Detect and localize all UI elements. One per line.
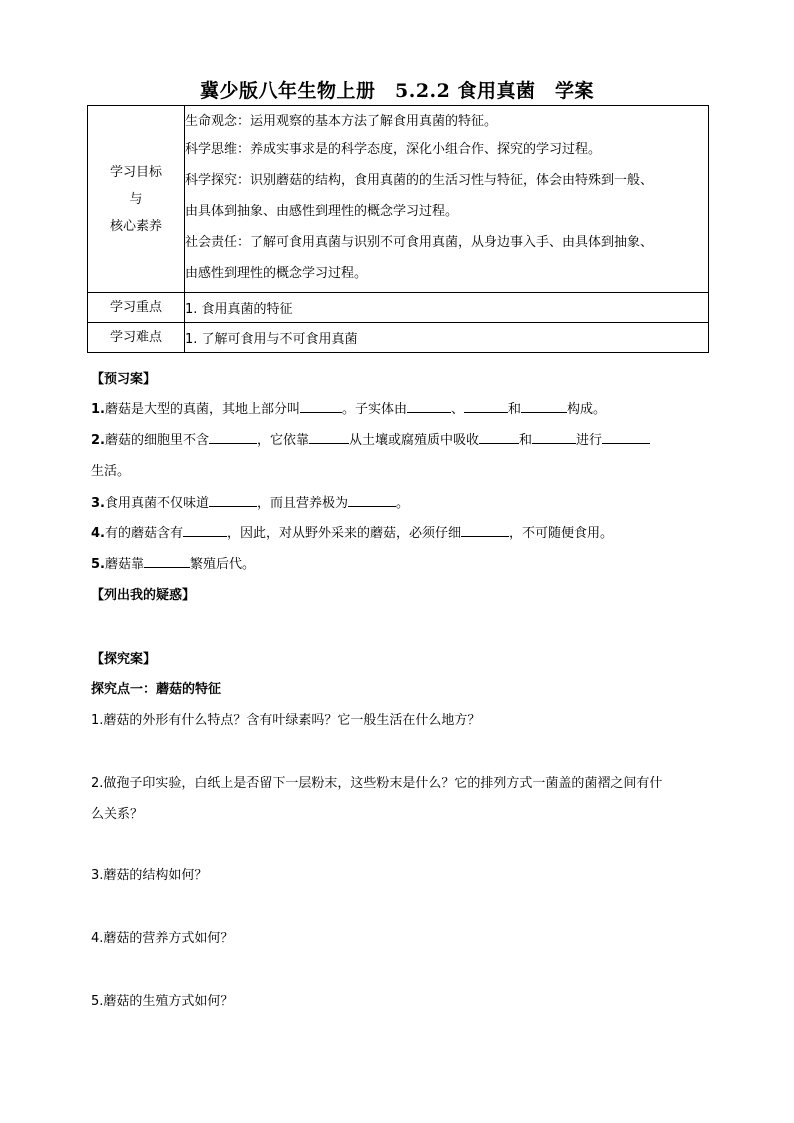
objective-item: 由感性到理性的概念学习过程。 (185, 265, 368, 281)
difficulty-value: 1. 了解可食用与不可食用真菌 (185, 323, 709, 353)
question-text: 和 (519, 433, 533, 448)
explore-question: 1.蘑菇的外形有什么特点？含有叶绿素吗？它一般生活在什么地方？ (91, 713, 481, 728)
answer-blank[interactable] (309, 431, 349, 444)
difficulty-label: 学习难点 (88, 323, 185, 353)
objective-item: 科学思维：养成实事求是的科学态度，深化小组合作、探究的学习过程。 (185, 141, 602, 157)
objectives-content-cell (185, 106, 709, 293)
key-point-value: 1. 食用真菌的特征 (185, 293, 709, 323)
answer-blank[interactable] (521, 400, 567, 413)
objectives-label-line: 核心素养 (109, 218, 162, 234)
question-text: 、 (451, 402, 465, 417)
question-text: 构成。 (567, 402, 607, 417)
answer-blank[interactable] (144, 555, 190, 568)
explore-question: 4.蘑菇的营养方式如何？ (91, 931, 234, 946)
answer-blank[interactable] (461, 524, 509, 537)
objectives-label-line: 与 (129, 191, 143, 207)
explore-question: 2.做孢子印实验，白纸上是否留下一层粉末，这些粉末是什么？它的排列方式一菌盖的菌褶之间有什 (91, 776, 663, 791)
preview-question-2-continued: 生活。 (91, 464, 131, 479)
answer-blank[interactable] (300, 400, 342, 413)
question-text: ，因此，对从野外采来的蘑菇，必须仔细 (227, 526, 462, 541)
preview-question-2 (91, 429, 650, 448)
question-number: 3. (91, 496, 105, 511)
question-text: ，不可随便食用。 (509, 526, 614, 541)
explore-point-title: 探究点一：蘑菇的特征 (91, 682, 222, 697)
question-text: 食用真菌不仅味道 (104, 496, 209, 511)
question-text: 繁殖后代。 (190, 557, 256, 572)
question-text: 进行 (576, 433, 603, 448)
doubts-heading: 【列出我的疑惑】 (91, 588, 196, 603)
difficulty-row (88, 323, 709, 353)
preview-question-4 (91, 522, 613, 541)
question-text: 有的蘑菇含有 (104, 526, 183, 541)
preview-question-5 (91, 553, 255, 572)
question-text: 蘑菇靠 (104, 557, 144, 572)
key-point-label: 学习重点 (88, 293, 185, 323)
key-point-row (88, 293, 709, 323)
question-number: 4. (91, 526, 105, 541)
explore-question: 3.蘑菇的结构如何？ (91, 868, 208, 883)
question-text: ，而且营养极为 (257, 496, 349, 511)
preview-question-3 (91, 492, 409, 511)
question-text: 和 (508, 402, 522, 417)
explore-question: 5.蘑菇的生殖方式如何？ (91, 994, 234, 1009)
objectives-table (87, 105, 709, 353)
objectives-row (88, 106, 709, 293)
question-text: 。 (396, 496, 410, 511)
question-text: 。子实体由 (342, 402, 408, 417)
objectives-label-line: 学习目标 (109, 164, 162, 180)
answer-blank[interactable] (532, 431, 576, 444)
question-text: ，它依靠 (257, 433, 310, 448)
answer-blank[interactable] (183, 524, 227, 537)
question-number: 1. (91, 402, 105, 417)
explore-question-continued: 么关系？ (91, 807, 144, 822)
answer-blank[interactable] (479, 431, 519, 444)
answer-blank[interactable] (348, 494, 396, 507)
objective-item: 社会责任：了解可食用真菌与识别不可食用真菌，从身边事入手、由具体到抽象、 (185, 234, 654, 250)
objective-item: 生命观念：运用观察的基本方法了解食用真菌的特征。 (185, 113, 498, 129)
answer-blank[interactable] (464, 400, 508, 413)
question-text: 蘑菇是大型的真菌，其地上部分叫 (104, 402, 300, 417)
answer-blank[interactable] (209, 494, 257, 507)
question-number: 5. (91, 557, 105, 572)
explore-heading: 【探究案】 (91, 652, 157, 667)
objective-item: 由具体到抽象、由感性到理性的概念学习过程。 (185, 203, 459, 219)
answer-blank[interactable] (602, 431, 650, 444)
answer-blank[interactable] (407, 400, 451, 413)
question-text: 蘑菇的细胞里不含 (104, 433, 209, 448)
question-text: 从土壤或腐殖质中吸收 (349, 433, 480, 448)
objectives-label-cell (88, 106, 185, 293)
answer-blank[interactable] (209, 431, 257, 444)
preview-question-1 (91, 398, 606, 417)
question-number: 2. (91, 433, 105, 448)
objective-item: 科学探究：识别蘑菇的结构，食用真菌的的生活习性与特征，体会由特殊到一般、 (185, 172, 654, 188)
preview-heading: 【预习案】 (91, 372, 157, 387)
page-title: 冀少版八年生物上册 5.2.2 食用真菌 学案 (199, 80, 594, 102)
